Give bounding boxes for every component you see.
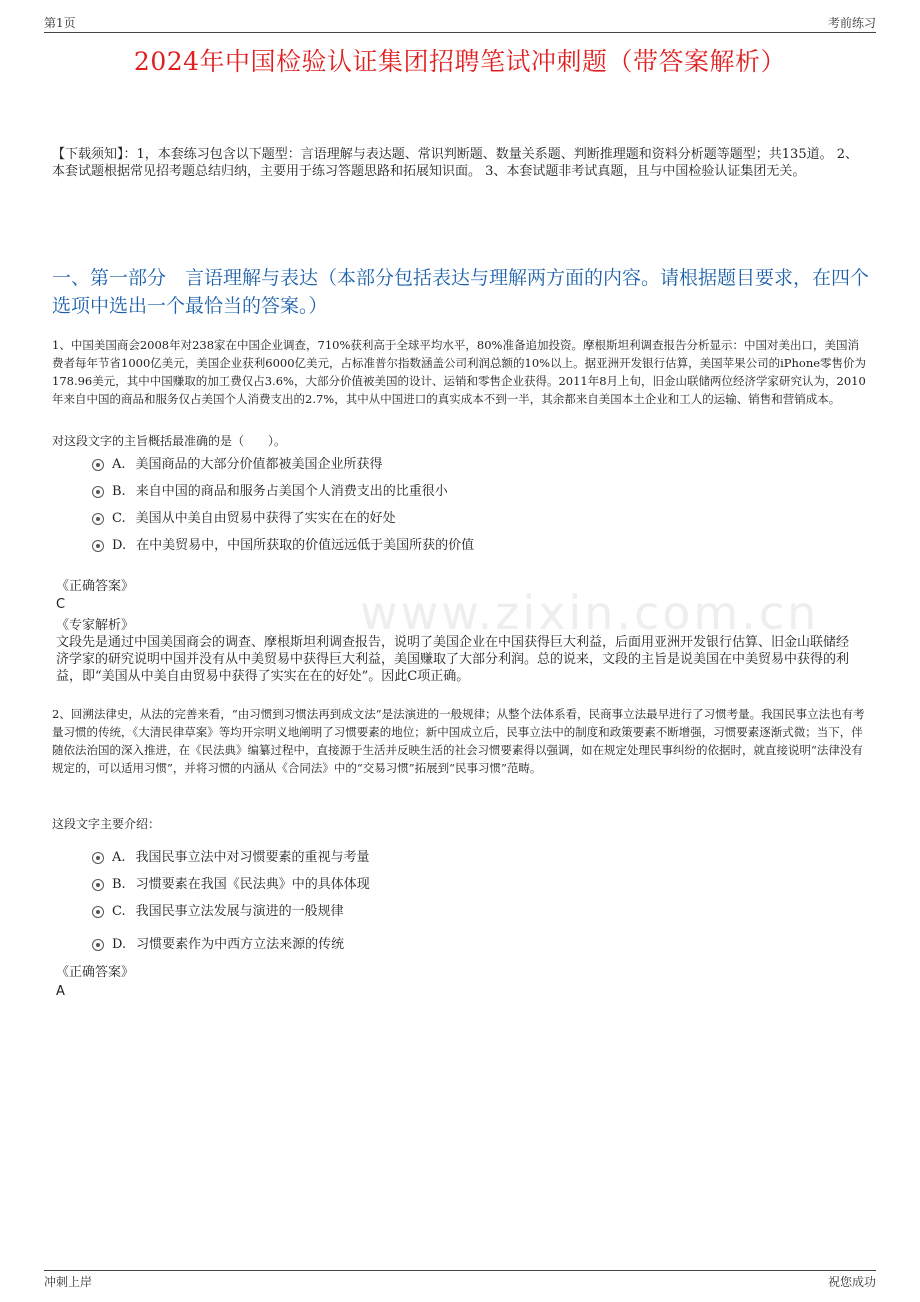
question-1-option-a[interactable]: [92, 456, 383, 474]
question-1-analysis: 文段先是通过中国美国商会的调查、摩根斯坦利调查报告，说明了美国企业在中国获得巨大利益，后面用亚洲开发银行估算、旧金山联储经济学家的研究说明中国并没有从中美贸易中获得巨大利益，美国赚取了大部分利润。总的说来，文段的主旨是说美国在中美贸易中获得的利益，即“美国从中美自由贸易中获得了实实在在的好处”。因此C项正确。: [56, 635, 850, 684]
option-text: 在中美贸易中，中国所获取的价值远远低于美国所获的价值: [136, 538, 475, 553]
question-1-option-d[interactable]: [92, 537, 474, 555]
section-heading: 一、第一部分 言语理解与表达（本部分包括表达与理解两方面的内容。请根据题目要求，在四个选项中选出一个最恰当的答案。）: [52, 267, 870, 317]
radio-icon[interactable]: [92, 906, 104, 918]
radio-icon[interactable]: [92, 939, 104, 951]
question-2-answer: A: [56, 984, 65, 999]
question-1-stem: 1、中国美国商会2008年对238家在中国企业调查，710%获利高于全球平均水平，80%准备追加投资。摩根斯坦利调查报告分析显示：中国对美出口，美国消费者每年节省1000亿美元，美国企业获利6000亿美元，占标准普尔指数涵盖公司利润总额的10%以上。据亚洲开发银行估算，美国苹果公司的iPhone零售价为178.96美元，其中中国赚取的加工费仅占3.6%，大部分价值被美国的设计、运销和零售企业获得。2011年8月上旬，旧金山联储两位经济学家研究认为，2010年来自中国的商品和服务仅占美国个人消费支出的2.7%，其中从中国进口的真实成本不到一半，其余都来自美国本土企业和工人的运输、销售和营销成本。: [52, 338, 867, 406]
option-label: D.: [112, 937, 127, 952]
question-1-analysis-label: 《专家解析》: [56, 618, 135, 633]
option-text: 我国民事立法中对习惯要素的重视与考量: [135, 850, 370, 865]
question-1-option-b[interactable]: [92, 483, 448, 501]
option-text: 美国商品的大部分价值都被美国企业所获得: [135, 457, 383, 472]
option-text: 习惯要素在我国《民法典》中的具体体现: [135, 877, 370, 892]
page-footer: [44, 1270, 876, 1287]
option-label: B.: [112, 877, 126, 892]
radio-icon[interactable]: [92, 486, 104, 498]
option-label: A.: [112, 457, 126, 472]
page-header: [44, 14, 876, 33]
radio-icon[interactable]: [92, 879, 104, 891]
option-text: 来自中国的商品和服务占美国个人消费支出的比重很小: [135, 484, 448, 499]
question-2-option-d[interactable]: [92, 936, 344, 954]
option-label: C.: [112, 511, 126, 526]
question-2-stem: 2、回溯法律史，从法的完善来看，“由习惯到习惯法再到成文法”是法演进的一般规律；从整个法体系看，民商事立法最早进行了习惯考量。我国民事立法也有考量习惯的传统，《大清民律草案》等均开宗明义地阐明了习惯要素的地位；新中国成立后，民事立法中的制度和政策要素不断增强，习惯要素逐渐式微；当下，伴随依法治国的深入推进，在《民法典》编纂过程中，直接源于生活并反映生活的社会习惯要素得以强调，如在规定处理民事纠纷的依据时，就直接说明“法律没有规定的，可以适用习惯”，并将习惯的内涵从《合同法》中的“交易习惯”拓展到“民事习惯”范畴。: [52, 707, 865, 775]
document-title: 2024年中国检验认证集团招聘笔试冲刺题（带答案解析）: [133, 47, 787, 76]
option-label: D.: [112, 538, 127, 553]
question-2-option-b[interactable]: [92, 876, 370, 894]
footer-right: 祝您成功: [827, 1275, 876, 1289]
option-label: B.: [112, 484, 126, 499]
download-notice: 【下载须知】：1，本套练习包含以下题型：言语理解与表达题、常识判断题、数量关系题、判断推理题和资料分析题等题型；共135道。 2、本套试题根据常见招考题总结归纳，主要用于练习答题思路和拓展知识面。 3、本套试题非考试真题，且与中国检验认证集团无关。: [52, 147, 858, 179]
option-label: C.: [112, 904, 126, 919]
question-1-option-c[interactable]: [92, 510, 396, 528]
radio-icon[interactable]: [92, 852, 104, 864]
radio-icon[interactable]: [92, 540, 104, 552]
question-2-prompt: 这段文字主要介绍：: [52, 817, 161, 831]
radio-icon[interactable]: [92, 513, 104, 525]
option-label: A.: [112, 850, 126, 865]
question-2-answer-label: 《正确答案》: [56, 965, 135, 980]
question-2-option-a[interactable]: [92, 849, 370, 867]
page-number: 第1页: [44, 16, 76, 30]
question-1-answer: C: [56, 597, 66, 612]
question-2-option-c[interactable]: [92, 903, 344, 921]
option-text: 美国从中美自由贸易中获得了实实在在的好处: [135, 511, 396, 526]
header-tag: 考前练习: [827, 16, 876, 30]
footer-left: 冲刺上岸: [44, 1275, 93, 1289]
option-text: 习惯要素作为中西方立法来源的传统: [136, 937, 345, 952]
question-1-prompt: 对这段文字的主旨概括最准确的是（ ）。: [52, 434, 287, 448]
radio-icon[interactable]: [92, 459, 104, 471]
option-text: 我国民事立法发展与演进的一般规律: [135, 904, 344, 919]
watermark: www.zixin.com.cn: [360, 586, 820, 640]
question-1-answer-label: 《正确答案》: [56, 579, 135, 594]
